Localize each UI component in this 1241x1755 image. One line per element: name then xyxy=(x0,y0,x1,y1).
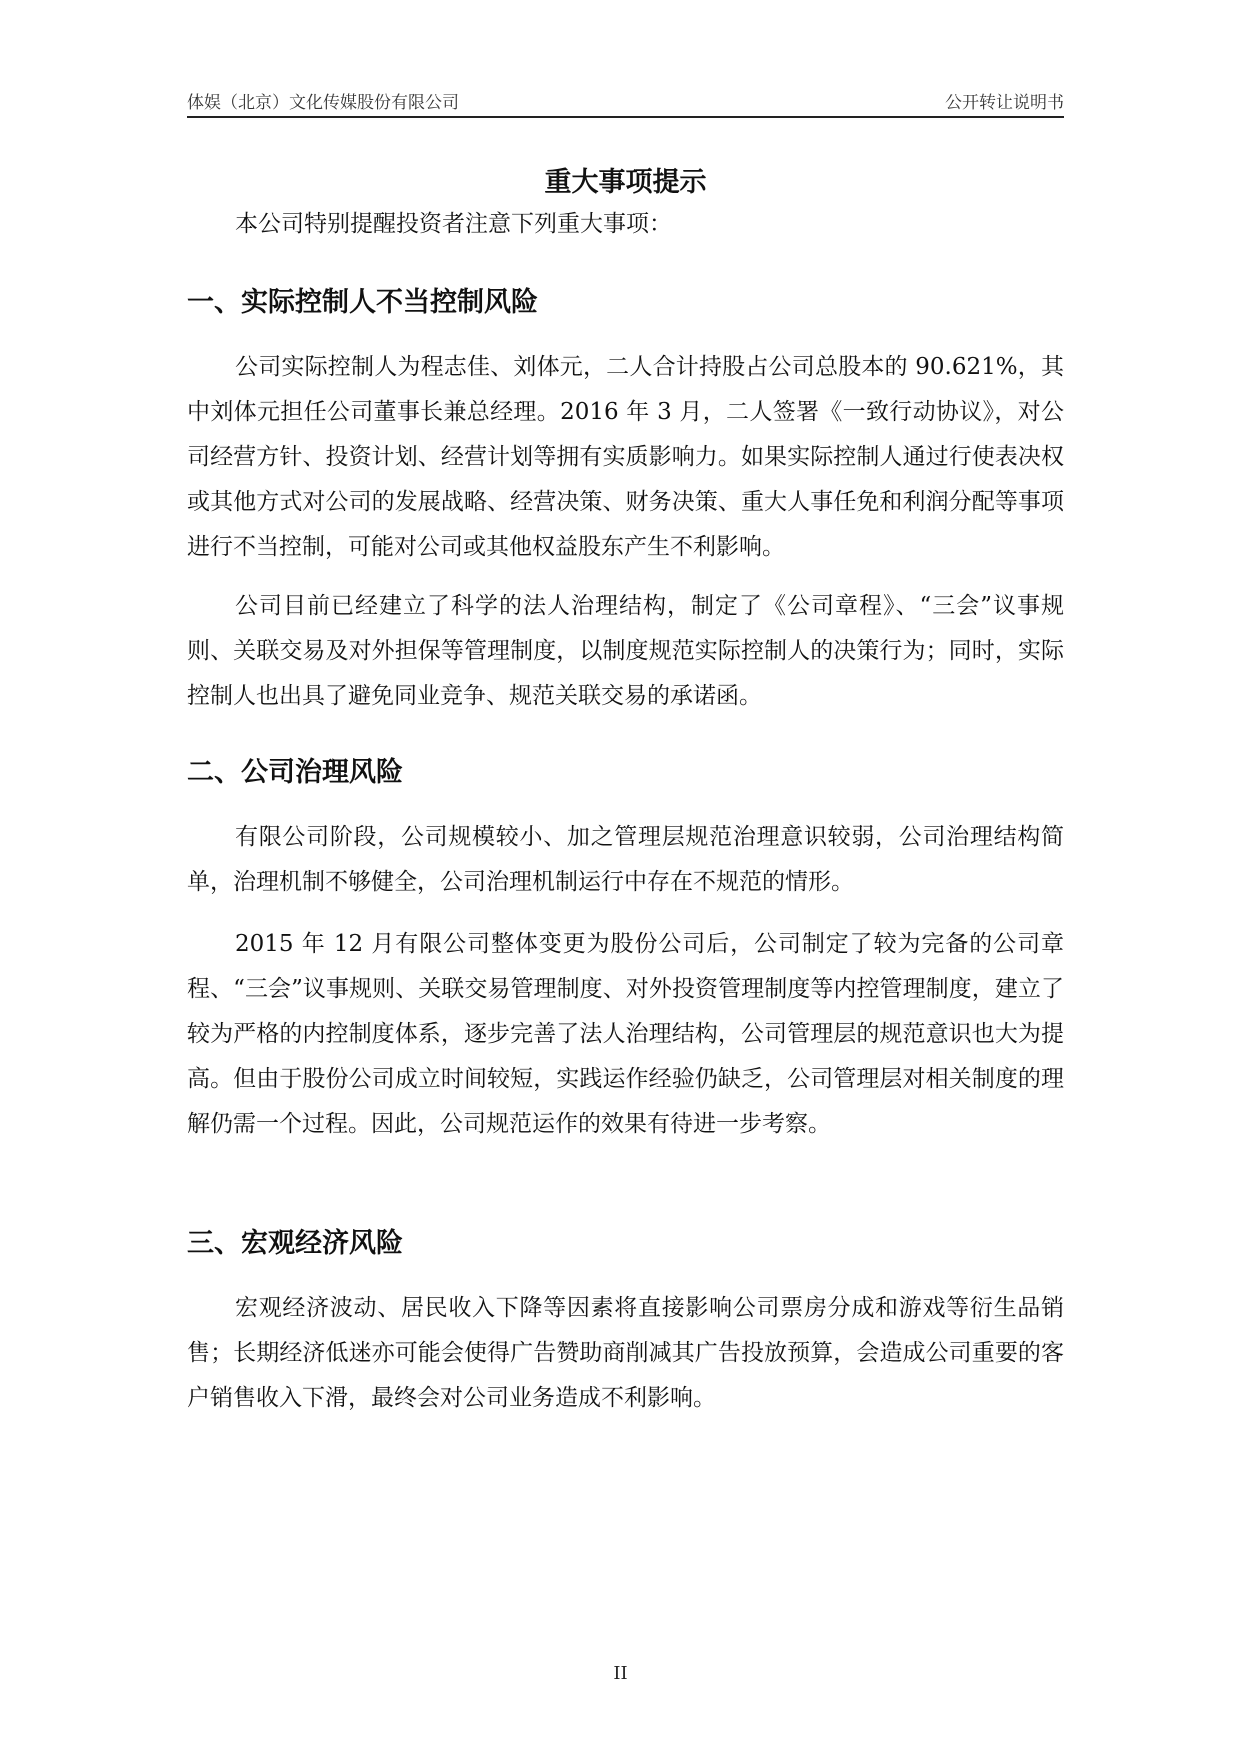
section-2-paragraph-2: 2015 年 12 月有限公司整体变更为股份公司后，公司制定了较为完备的公司章程、“三会”议事规则、关联交易管理制度、对外投资管理制度等内控管理制度，建立了较为严格的内控制度体系，逐步完善了法人治理结构，公司管理层的规范意识也大为提高。但由于股份公司成立时间较短，实践运作经验仍缺乏，公司管理层对相关制度的理解仍需一个过程。因此，公司规范运作的效果有待进一步考察。 xyxy=(187,931,1064,1137)
section-2-paragraph-1: 有限公司阶段，公司规模较小、加之管理层规范治理意识较弱，公司治理结构简单，治理机制不够健全，公司治理机制运行中存在不规范的情形。 xyxy=(187,824,1064,895)
page-title: 重大事项提示 xyxy=(544,167,707,198)
page-header xyxy=(187,86,1064,118)
section-heading-1: 一、实际控制人不当控制风险 xyxy=(187,287,538,318)
section-3-paragraph-1: 宏观经济波动、居民收入下降等因素将直接影响公司票房分成和游戏等衍生品销售；长期经济低迷亦可能会使得广告赞助商削减其广告投放预算，会造成公司重要的客户销售收入下滑，最终会对公司业务造成不利影响。 xyxy=(187,1295,1064,1411)
header-company-name: 体娱（北京）文化传媒股份有限公司 xyxy=(187,93,459,113)
intro-paragraph: 本公司特别提醒投资者注意下列重大事项： xyxy=(235,211,672,237)
section-heading-2: 二、公司治理风险 xyxy=(187,757,403,788)
page-number: II xyxy=(613,1663,628,1684)
section-heading-3: 三、宏观经济风险 xyxy=(187,1228,403,1259)
section-1-paragraph-2: 公司目前已经建立了科学的法人治理结构，制定了《公司章程》、“三会”议事规则、关联交易及对外担保等管理制度，以制度规范实际控制人的决策行为；同时，实际控制人也出具了避免同业竞争、规范关联交易的承诺函。 xyxy=(187,593,1064,709)
header-document-type: 公开转让说明书 xyxy=(945,93,1064,113)
section-1-paragraph-1: 公司实际控制人为程志佳、刘体元，二人合计持股占公司总股本的 90.621%，其中刘体元担任公司董事长兼总经理。2016 年 3 月，二人签署《一致行动协议》，对公司经营方针、投资计划、经营计划等拥有实质影响力。如果实际控制人通过行使表决权或其他方式对公司的发展战略、经营决策、财务决策、重大人事任免和利润分配等事项进行不当控制，可能对公司或其他权益股东产生不利影响。 xyxy=(187,354,1064,560)
